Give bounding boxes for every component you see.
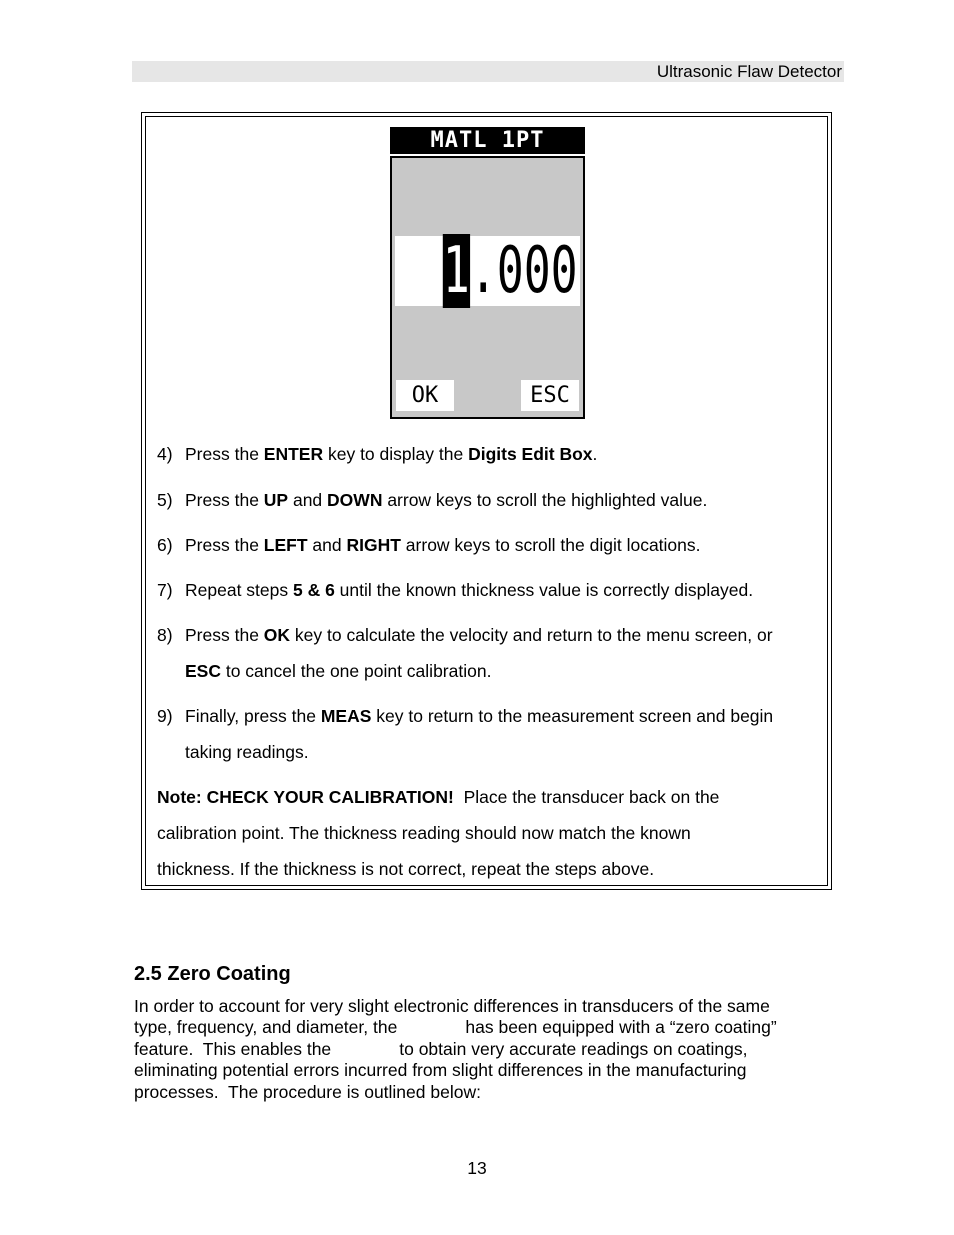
note-label: Note: CHECK YOUR CALIBRATION! <box>157 787 454 807</box>
lcd-screen <box>390 127 585 419</box>
header-title: Ultrasonic Flaw Detector <box>656 62 842 81</box>
paragraph-line: processes. The procedure is outlined below: <box>134 1082 481 1102</box>
lcd-value <box>443 236 578 306</box>
esc-button[interactable]: ESC <box>521 380 579 411</box>
step-9-continued: taking readings. <box>185 742 309 762</box>
paragraph-line: eliminating potential errors incurred from slight differences in the manufacturing <box>134 1060 747 1080</box>
ok-button[interactable]: OK <box>396 380 454 411</box>
page-header <box>132 61 844 82</box>
note: Note: CHECK YOUR CALIBRATION! Place the transducer back on the <box>157 787 720 807</box>
step-7: 7) Repeat steps 5 & 6 until the known thickness value is correctly displayed. <box>157 580 754 600</box>
step-5: 5) Press the UP and DOWN arrow keys to scroll the highlighted value. <box>157 490 708 510</box>
highlighted-digit: 1 <box>443 234 471 308</box>
paragraph-line: In order to account for very slight electronic differences in transducers of the same <box>134 996 770 1016</box>
section-title: 2.5 Zero Coating <box>134 963 291 985</box>
step-4: 4) Press the ENTER key to display the Digits Edit Box. <box>157 444 598 464</box>
paragraph-line: feature. This enables the to obtain very accurate readings on coatings, <box>134 1039 748 1059</box>
step-8: 8) Press the OK key to calculate the velocity and return to the menu screen, or <box>157 625 773 645</box>
paragraph-line: type, frequency, and diameter, the has been equipped with a “zero coating” <box>134 1017 777 1037</box>
note-line-3: thickness. If the thickness is not correct, repeat the steps above. <box>157 859 655 879</box>
step-6: 6) Press the LEFT and RIGHT arrow keys to scroll the digit locations. <box>157 535 701 555</box>
lcd-body <box>390 156 585 419</box>
page-number: 13 <box>467 1158 487 1178</box>
step-9: 9) Finally, press the MEAS key to return to the measurement screen and begin <box>157 706 774 726</box>
note-line-2: calibration point. The thickness reading should now match the known <box>157 823 691 843</box>
value-digits: .000 <box>470 234 578 308</box>
step-8-continued: ESC to cancel the one point calibration. <box>185 661 492 681</box>
lcd-title: MATL 1PT <box>390 127 585 154</box>
digits-edit-box <box>395 236 580 306</box>
